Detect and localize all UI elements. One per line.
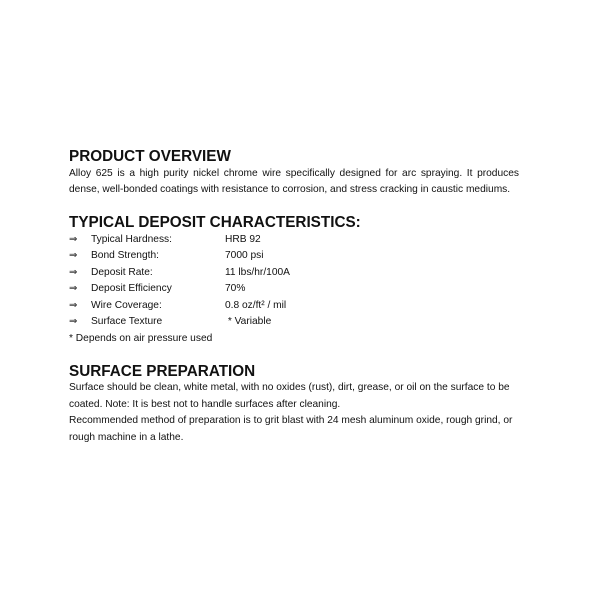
arrow-bullet-icon: ⇒ xyxy=(69,299,78,311)
characteristic-row-wire-coverage xyxy=(69,298,519,315)
characteristic-row-hardness xyxy=(69,232,519,249)
characteristic-label: Wire Coverage: xyxy=(91,299,162,311)
characteristic-value: 7000 psi xyxy=(225,250,264,261)
characteristic-value: 0.8 oz/ft² / mil xyxy=(225,299,287,311)
characteristic-label: Bond Strength: xyxy=(91,250,159,261)
surface-preparation-heading: SURFACE PREPARATION xyxy=(69,362,256,380)
deposit-characteristics-heading: TYPICAL DEPOSIT CHARACTERISTICS: xyxy=(69,214,361,231)
product-overview-heading: PRODUCT OVERVIEW xyxy=(69,148,231,165)
characteristic-row-deposit-efficiency xyxy=(69,281,519,298)
arrow-bullet-icon: ⇒ xyxy=(69,316,78,327)
section-spacer xyxy=(69,199,519,216)
surface-preparation-section xyxy=(69,364,519,447)
characteristic-row-bond-strength xyxy=(69,248,519,265)
arrow-bullet-icon: ⇒ xyxy=(69,266,78,278)
product-overview-section xyxy=(69,149,519,199)
arrow-bullet-icon: ⇒ xyxy=(69,233,78,245)
characteristics-footnote: * Depends on air pressure used xyxy=(69,332,213,344)
section-spacer xyxy=(69,347,519,364)
characteristic-row-deposit-rate xyxy=(69,265,519,282)
arrow-bullet-icon: ⇒ xyxy=(69,250,78,261)
deposit-characteristics-section xyxy=(69,215,519,347)
characteristic-label: Deposit Efficiency xyxy=(91,283,172,294)
characteristic-value: 11 lbs/hr/100A xyxy=(225,266,290,278)
characteristic-label: Typical Hardness: xyxy=(91,233,172,245)
product-overview-text: Alloy 625 is a high purity nickel chrome wire specifically designed for arc spraying. It produces dense, well-bonded coatings with resistance to corrosion, and stress cracking in caustic mediums. xyxy=(69,167,519,195)
characteristic-value: HRB 92 xyxy=(225,233,261,245)
arrow-bullet-icon: ⇒ xyxy=(69,283,78,294)
characteristic-row-surface-texture xyxy=(69,314,519,331)
surface-preparation-text-2: Recommended method of preparation is to grit blast with 24 mesh aluminum oxide, rough grind, or rough machine in a lathe. xyxy=(69,415,513,443)
surface-preparation-text-1: Surface should be clean, white metal, with no oxides (rust), dirt, grease, or oil on the surface to be coated. Note: It is best not to handle surfaces after cleaning. xyxy=(69,382,510,410)
characteristic-label: Surface Texture xyxy=(91,316,163,327)
characteristic-value: * Variable xyxy=(225,316,272,327)
characteristic-value: 70% xyxy=(225,283,246,294)
product-datasheet xyxy=(69,149,519,446)
characteristic-label: Deposit Rate: xyxy=(91,266,153,278)
